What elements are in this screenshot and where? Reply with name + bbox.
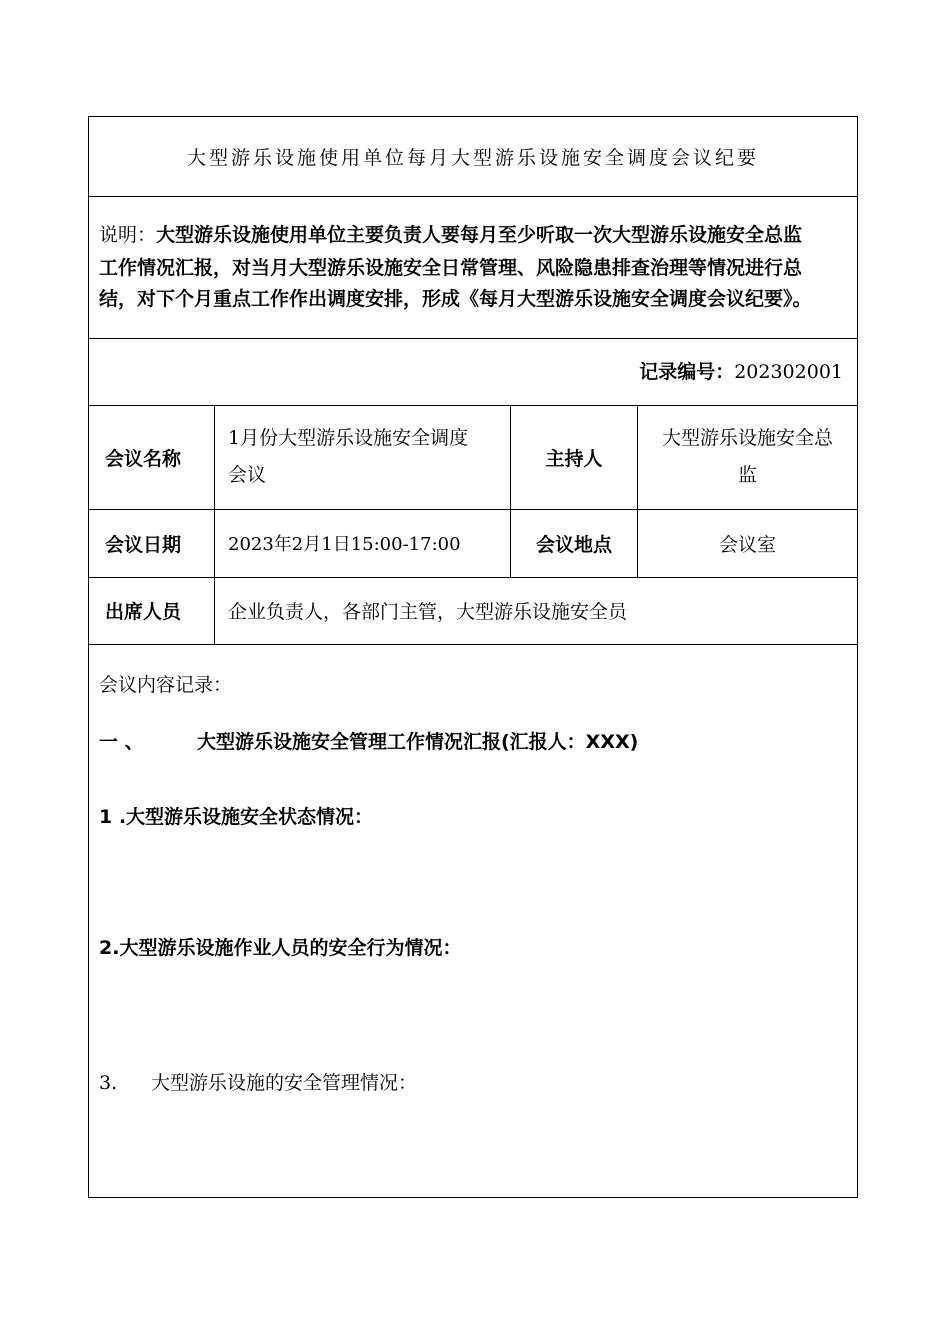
section-1-title: 大型游乐设施安全管理工作情况汇报(汇报人：XXX) — [197, 731, 639, 753]
note-line-3: 结，对下个月重点工作作出调度安排，形成《每月大型游乐设施安全调度会议纪要》。 — [99, 288, 812, 310]
content-heading: 会议内容记录： — [99, 674, 233, 696]
row-divider — [89, 644, 857, 645]
row-divider — [89, 405, 857, 406]
record-number-value: 202302001 — [734, 361, 843, 383]
row-divider — [89, 509, 857, 510]
column-divider — [214, 405, 215, 645]
meeting-name-value-2: 会议 — [228, 464, 267, 486]
row-divider — [89, 196, 857, 197]
note-line-2: 工作情况汇报，对当月大型游乐设施安全日常管理、风险隐患排查治理等情况进行总 — [99, 257, 803, 279]
host-label: 主持人 — [545, 448, 603, 470]
meeting-date-value: 2023年2月1日15:00-17:00 — [228, 534, 461, 555]
note-line-1: 说明：大型游乐设施使用单位主要负责人要每月至少听取一次大型游乐设施安全总监 — [99, 224, 803, 246]
attendees-label: 出席人员 — [105, 601, 182, 623]
meeting-name-value-1: 1月份大型游乐设施安全调度 — [228, 427, 469, 449]
section-1-number: 一 、 — [99, 731, 144, 753]
row-divider — [89, 577, 857, 578]
attendees-value: 企业负责人，各部门主管，大型游乐设施安全员 — [228, 601, 628, 623]
item-1: 1 .大型游乐设施安全状态情况： — [99, 806, 374, 828]
host-value-2: 监 — [737, 464, 757, 486]
meeting-name-label: 会议名称 — [105, 448, 182, 470]
item-2: 2.大型游乐设施作业人员的安全行为情况： — [99, 937, 462, 959]
meeting-minutes-table — [88, 116, 858, 1198]
location-value: 会议室 — [718, 534, 776, 556]
item-3: 大型游乐设施的安全管理情况： — [151, 1072, 418, 1094]
location-label: 会议地点 — [535, 534, 612, 556]
item-3-number: 3. — [99, 1072, 118, 1094]
host-value-1: 大型游乐设施安全总 — [661, 427, 833, 449]
note-label: 说明： — [99, 224, 157, 246]
row-divider — [89, 338, 857, 339]
meeting-date-label: 会议日期 — [105, 534, 182, 556]
record-number — [639, 360, 843, 384]
record-number-label: 记录编号： — [639, 361, 735, 383]
document-title: 大型游乐设施使用单位每月大型游乐设施安全调度会议纪要 — [186, 147, 759, 169]
